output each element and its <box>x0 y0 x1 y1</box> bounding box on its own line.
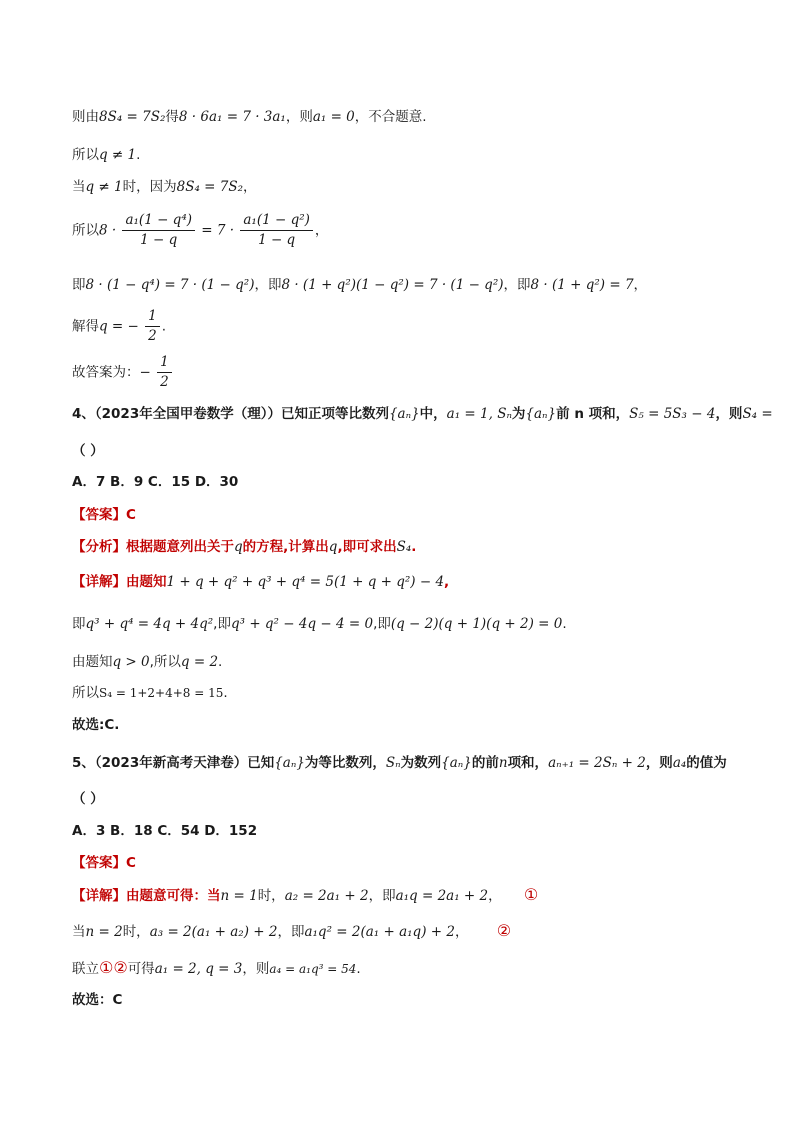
solution-line-1: 则由8S₄ = 7S₂得8 · 6a₁ = 7 · 3a₁，则a₁ = 0，不合题意. <box>72 109 427 125</box>
solution-line-5: 即8 · (1 − q⁴) = 7 · (1 − q²)，即8 · (1 + q²)(1 − q²) = 7 · (1 − q²)，即8 · (1 + q²) = 7， <box>72 277 648 293</box>
question-5-stem: 5、（2023年新高考天津卷）已知{aₙ}为等比数列，Sₙ为数列{aₙ}的前n项和，aₙ₊₁ = 2Sₙ + 2，则a₄的值为 <box>72 755 727 771</box>
solution-line-4-fraction: 所以8 · $\frac{\text{a₁(1 − q⁴)}}{1 - q}$ = 7 · $\frac{\text{a₁(1 − q²)}}{1 - q}$ ， <box>72 212 329 248</box>
question-4-options: A．7 B．9 C．15 D．30 <box>72 474 239 490</box>
question-4-detail-4: 所以S₄ = 1+2+4+8 = 15. <box>72 685 228 701</box>
question-5-blank: （ ） <box>72 791 104 807</box>
fraction: $\frac{1}{2}$ <box>145 308 160 345</box>
question-4-blank: （ ） <box>72 443 104 459</box>
circled-number-1: ① <box>523 885 539 904</box>
question-4-detail-3: 由题知q > 0,所以q = 2. <box>72 654 223 670</box>
question-5-answer: 【答案】C <box>72 855 136 871</box>
solution-line-2: 所以q ≠ 1. <box>72 147 141 163</box>
question-4-answer: 【答案】C <box>72 507 136 523</box>
question-4-detail-2: 即q³ + q⁴ = 4q + 4q²,即q³ + q² − 4q − 4 = 0,即(q − 2)(q + 1)(q + 2) = 0. <box>72 616 567 632</box>
fraction: $\frac{1}{2}$ <box>157 354 172 391</box>
answer-line: 故答案为：− $\frac{1}{2}$ <box>72 354 174 391</box>
question-5-options: A．3 B．18 C．54 D．152 <box>72 823 258 839</box>
question-5-choice: 故选：C <box>72 992 123 1008</box>
question-5-detail-3: 联立①②可得a₁ = 2, q = 3，则a₄ = a₁q³ = 54. <box>72 958 361 977</box>
solution-line-6: 解得q = − $\frac{1}{2}$ . <box>72 308 167 344</box>
solution-line-3: 当q ≠ 1时，因为8S₄ = 7S₂， <box>72 179 257 195</box>
question-4-stem: 4、（2023年全国甲卷数学（理））已知正项等比数列{aₙ}中，a₁ = 1, Sₙ为{aₙ}前 n 项和，S₅ = 5S₃ − 4，则S₄ = <box>72 406 773 422</box>
question-4-choice: 故选:C. <box>72 717 120 733</box>
question-5-detail-2: 当n = 2时，a₃ = 2(a₁ + a₂) + 2，即a₁q² = 2(a₁ + a₁q) + 2， ② <box>72 921 512 940</box>
circled-number-2: ② <box>496 921 512 940</box>
circled-numbers-1-2: ①② <box>99 958 128 977</box>
question-5-detail-1: 【详解】由题意可得：当n = 1时，a₂ = 2a₁ + 2，即a₁q = 2a₁ + 2， ① <box>72 885 539 904</box>
fraction: $\frac{\text{a₁(1 − q²)}}{1 - q}$ <box>240 212 313 249</box>
question-4-detail-1: 【详解】由题知1 + q + q² + q³ + q⁴ = 5(1 + q + q²) − 4, <box>72 574 450 590</box>
fraction: $\frac{\text{a₁(1 − q⁴)}}{1 - q}$ <box>122 212 195 249</box>
question-4-analysis: 【分析】根据题意列出关于q的方程,计算出q,即可求出S₄. <box>72 539 417 555</box>
